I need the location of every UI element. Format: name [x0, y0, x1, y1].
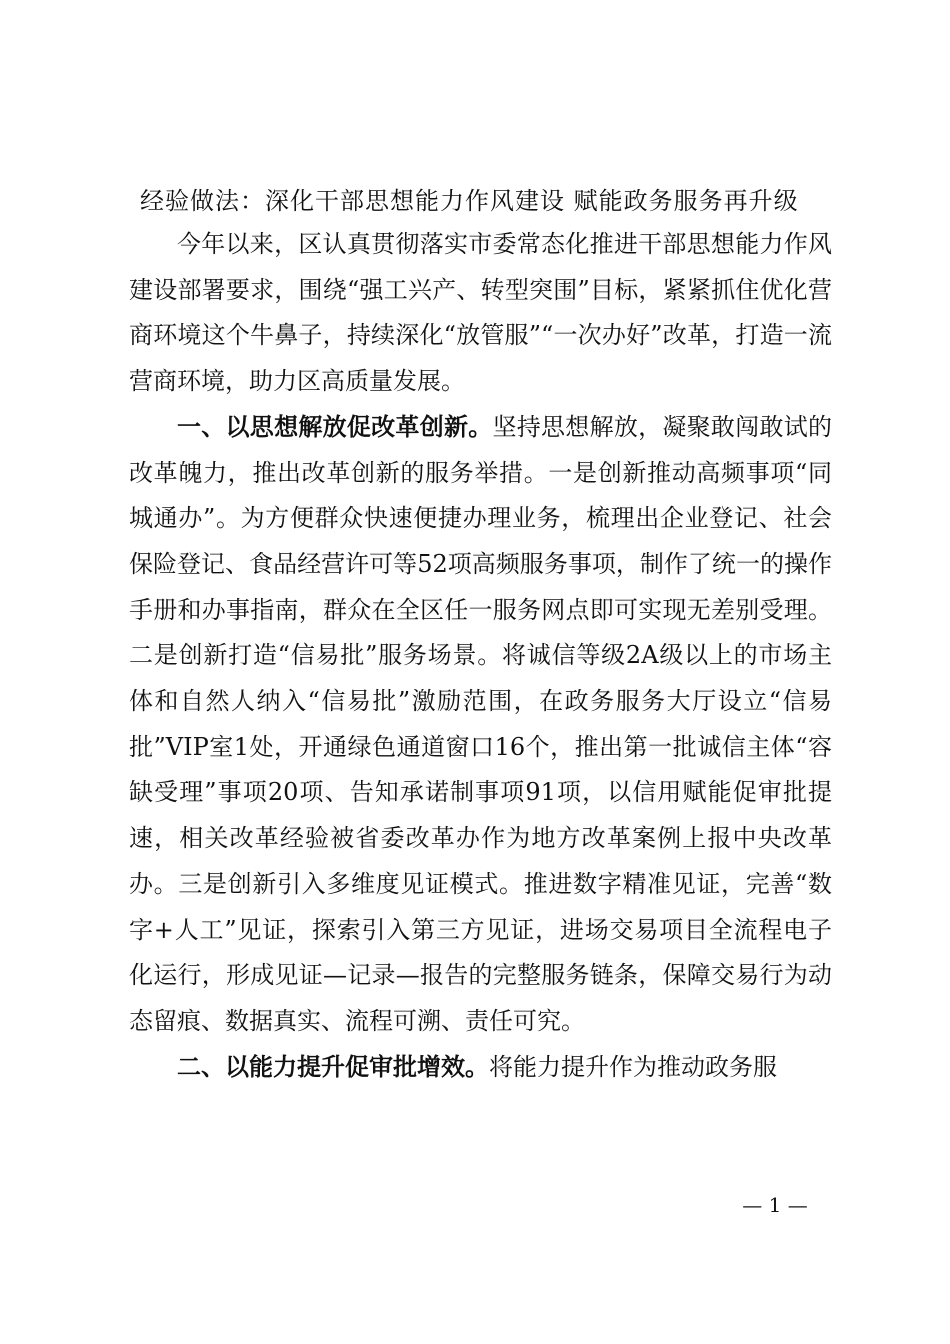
- section-2-paragraph: [129, 1045, 832, 1091]
- document-body: [129, 222, 832, 1090]
- section-2-heading: 二、以能力提升促审批增效。: [177, 1052, 489, 1081]
- page-number: — 1 —: [742, 1193, 808, 1217]
- intro-paragraph: 今年以来，区认真贯彻落实市委常态化推进干部思想能力作风建设部署要求，围绕“强工兴产、转型突围”目标，紧紧抓住优化营商环境这个牛鼻子，持续深化“放管服”“一次办好”改革，打造一流营商环境，助力区高质量发展。: [129, 230, 832, 396]
- section-2-text: 将能力提升作为推动政务服: [489, 1052, 777, 1081]
- section-1-text: 坚持思想解放，凝聚敢闯敢试的改革魄力，推出改革创新的服务举措。一是创新推动高频事项“同城通办”。为方便群众快速便捷办理业务，梳理出企业登记、社会保险登记、食品经营许可等52项高频服务事项，制作了统一的操作手册和办事指南，群众在全区任一服务网点即可实现无差别受理。二是创新打造“信易批”服务场景。将诚信等级2A级以上的市场主体和自然人纳入“信易批”激励范围，在政务服务大厅设立“信易批”VIP室1处，开通绿色通道窗口16个，推出第一批诚信主体“容缺受理”事项20项、告知承诺制事项91项，以信用赋能促审批提速，相关改革经验被省委改革办作为地方改革案例上报中央改革办。三是创新引入多维度见证模式。推进数字精准见证，完善“数字+人工”见证，探索引入第三方见证，进场交易项目全流程电子化运行，形成见证—记录—报告的完整服务链条，保障交易行为动态留痕、数据真实、流程可溯、责任可究。: [129, 412, 832, 1035]
- section-1-heading: 一、以思想解放促改革创新。: [177, 412, 493, 441]
- document-title: 经验做法：深化干部思想能力作风建设 赋能政务服务再升级: [140, 187, 799, 215]
- section-1-paragraph: [129, 405, 832, 1045]
